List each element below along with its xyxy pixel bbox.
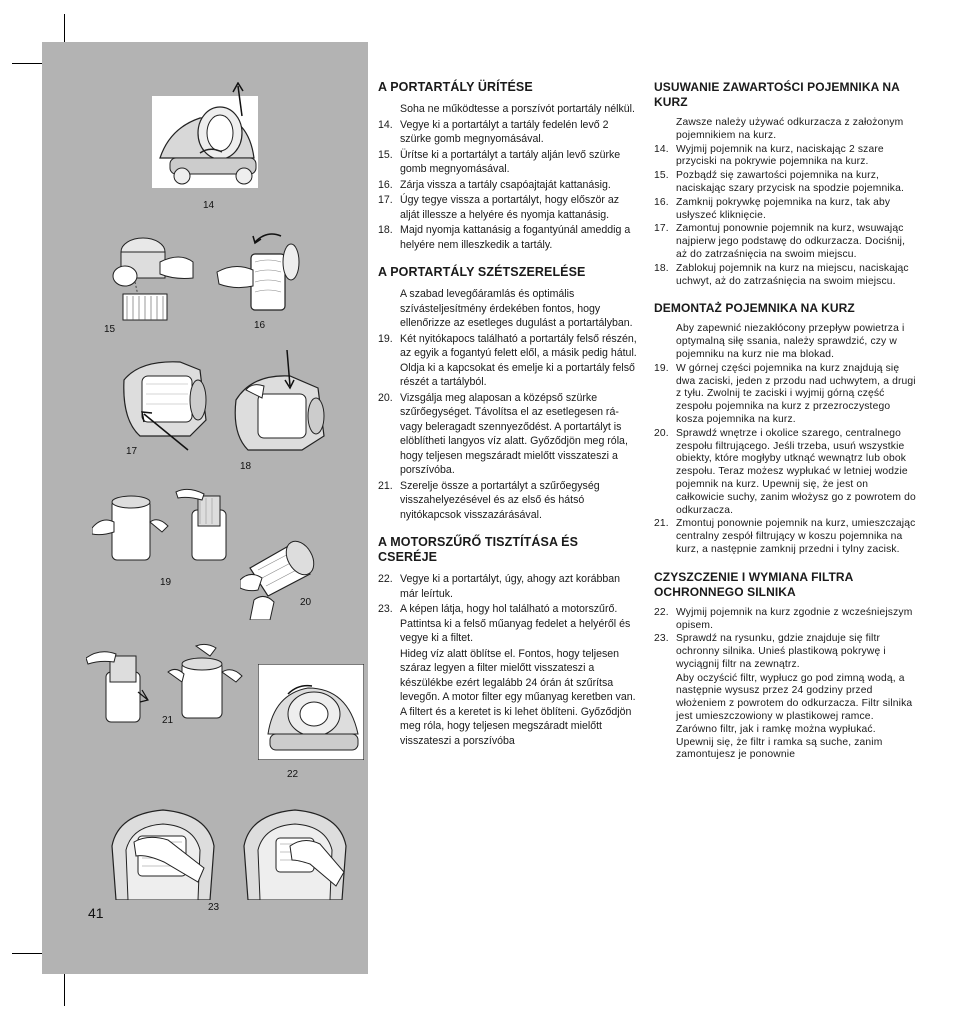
step-item — [378, 332, 640, 390]
hungarian-column — [378, 80, 640, 761]
section-title: A PORTARTÁLY ÜRÍTÉSE — [378, 80, 533, 94]
illustration-15-empty-container — [105, 222, 195, 322]
step-text: Ürítse ki a portartályt a tartály alján levő szürke gomb megnyomásával. — [400, 148, 621, 175]
page-number: 41 — [88, 905, 104, 921]
step-item — [654, 428, 916, 518]
arrow-diagonal-icon — [140, 410, 190, 457]
section-intro: Zawsze należy używać odkurzacza z założonym pojemnikiem na kurz. — [676, 117, 904, 141]
step-item — [654, 363, 916, 427]
step-number: 20. — [378, 391, 393, 404]
illustration-16-close-lid — [215, 222, 305, 317]
step-text: Zamknij pokrywkę pojemnika na kurz, tak aby usłyszeć kliknięcie. — [676, 196, 891, 221]
step-number: 18. — [654, 262, 669, 274]
step-number: 23. — [378, 603, 393, 615]
step-list — [378, 118, 640, 253]
section-title: A PORTARTÁLY SZÉTSZERELÉSE — [378, 265, 586, 279]
step-number: 17. — [654, 223, 669, 235]
section — [378, 535, 640, 748]
figure-number-20: 20 — [300, 597, 312, 608]
step-item — [378, 148, 640, 177]
section-title: A MOTORSZŰRŐ TISZTÍTÁSA ÉS CSERÉJE — [378, 535, 579, 564]
step-number: 20. — [654, 427, 669, 439]
step-number: 22. — [378, 573, 393, 585]
step-number: 18. — [378, 224, 393, 236]
figure-number-23: 23 — [208, 902, 220, 913]
section — [654, 80, 916, 288]
step-text: Szerelje össze a portartályt a szűrőegység visszahelyezésével és az első és hátsó nyitókapcsok visszazárásával. — [400, 479, 600, 521]
illustration-23-remove-motor-filter-b — [240, 806, 350, 900]
step-item — [654, 263, 916, 289]
step-text-continued: Hideg víz alatt öblítse el. Fontos, hogy teljesen száraz legyen a filter mielőtt visszateszi a készülékbe ezért legalább 24 órán át szűrítsa levegőn. A motor filter egy műanyag keretben van. A filtert és a keretet is ki lehet öblíteni. Győződjön meg róla, hogy teljesen megszáradt mielőtt visszateszi a porszívóba — [400, 647, 636, 747]
step-number: 21. — [654, 518, 669, 530]
step-list — [654, 363, 916, 557]
step-number: 19. — [378, 332, 393, 345]
step-item — [378, 479, 640, 523]
step-list — [654, 144, 916, 289]
step-item — [378, 391, 640, 478]
step-text: Sprawdź wnętrze i okolice szarego, centralnego zespołu filtrującego. Jeśli trzeba, usuń wszystkie obiekty, które mogłyby utknąć wewnątrz lub obok zespołu. Teraz możesz wypłukać w letniej wodzie pojemnik na kurz. Upewnij się, że jest on całkowicie suchy, zanim włożysz go z powrotem do odkurzacza. — [676, 427, 916, 516]
step-text: Zmontuj ponownie pojemnik na kurz, umieszczając centralny zespół filtrujący w koszu pojemnika na kurz, a następnie zamknij przedni i tylny zacisk. — [676, 518, 916, 555]
step-text: Sprawdź na rysunku, gdzie znajduje się filtr ochronny silnika. Unieś plastikową pokrywę i wyciągnij filtr na zewnątrz. — [676, 633, 886, 670]
step-text: Két nyitókapocs található a portartály felső részén, az egyik a fogantyú felett elől, a másik pedig hátul. Oldja ki a kapcsokat és emelje ki a portartály felső részét a tartályból. — [400, 332, 637, 388]
step-item — [378, 572, 640, 601]
step-number: 23. — [654, 633, 669, 645]
step-text: Vegye ki a portartályt a tartály fedelén levő 2 szürke gomb megnyomásával. — [400, 118, 609, 145]
step-item — [654, 518, 916, 556]
step-item — [378, 178, 640, 193]
step-item — [654, 197, 916, 223]
section-title: CZYSZCZENIE I WYMIANA FILTRA OCHRONNEGO SILNIKA — [654, 569, 854, 599]
step-text-continued: Aby oczyścić filtr, wypłucz go pod zimną wodą, a następnie wysusz przez 24 godziny przed włożeniem z powrotem do odkurzacza. Filtr silnika jest umieszczowiony w plastikowej ramce. Zarówno filtr, jak i ramkę można wypłukać. Upewnij się, że filtr i ramka są suche, zanim zamontujesz je ponownie — [676, 672, 913, 761]
figure-number-14: 14 — [203, 200, 215, 211]
illustration-19-open-clips — [92, 486, 242, 570]
step-text: Vegye ki a portartályt, úgy, ahogy azt korábban már leírtuk. — [400, 573, 621, 600]
step-text: Zablokuj pojemnik na kurz na miejscu, naciskając uchwyt, aż do zatrzaśnięcia na swoim miejscu. — [676, 262, 909, 287]
step-number: 19. — [654, 362, 669, 374]
step-number: 16. — [378, 178, 393, 191]
step-number: 15. — [654, 170, 669, 182]
section-title: USUWANIE ZAWARTOŚCI POJEMNIKA NA KURZ — [654, 80, 900, 109]
step-item — [654, 170, 916, 196]
illustration-22-motor-filter-location — [258, 664, 364, 760]
step-number: 14. — [378, 118, 393, 131]
step-text: Wyjmij pojemnik na kurz, naciskając 2 szare przyciski na pokrywie pojemnika na kurz. — [676, 143, 884, 168]
step-text: Úgy tegye vissza a portartályt, hogy először az alját illessze a helyére és nyomja kattanásig. — [400, 194, 620, 221]
step-item — [654, 223, 916, 261]
step-item — [378, 193, 640, 222]
section-title: DEMONTAŻ POJEMNIKA NA KURZ — [654, 301, 855, 316]
figure-number-19: 19 — [160, 577, 172, 588]
figure-number-21: 21 — [162, 715, 174, 726]
step-number: 15. — [378, 148, 393, 161]
step-text: Zamontuj ponownie pojemnik na kurz, wsuwając najpierw jego podstawę do odkurzacza. Dociśnij, aż do zatrzaśnięcia na swoim miejscu. — [676, 223, 906, 260]
step-item — [654, 607, 916, 633]
step-text: Pozbądź się zawartości pojemnika na kurz, naciskając szary przycisk na spodzie pojemnika. — [676, 170, 904, 194]
step-text: Wyjmij pojemnik na kurz zgodnie z wcześniejszym opisem. — [676, 606, 913, 631]
step-number: 16. — [654, 196, 669, 208]
step-list — [378, 572, 640, 748]
step-item — [378, 118, 640, 147]
section-intro: A szabad levegőáramlás és optimális szívásteljesítmény érdekében fontos, hogy ellenőrizze az esetleges dugulást a portartályban. — [400, 288, 633, 329]
step-item — [378, 223, 640, 252]
step-item — [654, 633, 916, 762]
step-number: 17. — [378, 194, 393, 206]
polish-column — [654, 80, 916, 775]
step-text: Vizsgálja meg alaposan a középső szürke szűrőegységet. Távolítsa el az esetlegesen rá- vagy beleragadt szennyeződést. A portartályt is elöblítheti langyos víz alatt. Győződjön meg róla, hogy teljesen megszáradt mielőtt visszateszi a porszívóba. — [400, 391, 628, 476]
arrow-up-icon — [232, 82, 248, 123]
step-item — [654, 144, 916, 170]
step-text: Zárja vissza a tartály csapóajtaját kattanásig. — [400, 178, 611, 191]
figure-number-17: 17 — [126, 446, 138, 457]
step-text: Majd nyomja kattanásig a fogantyúnál ameddig a helyére nem illeszkedik a tartály. — [400, 224, 631, 251]
figure-number-15: 15 — [104, 324, 116, 335]
illustration-18-lock-handle — [232, 360, 328, 452]
section-intro: Aby zapewnić niezakłócony przepływ powietrza i optymalną siłę ssania, należy sprawdzić, czy w pojemniku na kurz nie ma blokad. — [676, 323, 905, 360]
figure-number-16: 16 — [254, 320, 266, 331]
step-list — [654, 607, 916, 763]
figure-number-18: 18 — [240, 461, 252, 472]
step-list — [378, 332, 640, 523]
step-number: 14. — [654, 143, 669, 155]
step-item — [378, 602, 640, 748]
section — [654, 301, 916, 556]
illustration-23-remove-motor-filter-a — [108, 806, 218, 900]
step-text: W górnej części pojemnika na kurz znajdują się dwa zaciski, jeden z przodu nad uchwytem, a drugi z tyłu. Zwolnij te zaciski i wyjmij górną część zespołu pojemnika na kurz z przezroczystego kosza pojemnika na kurz. — [676, 362, 916, 425]
figure-number-22: 22 — [287, 769, 299, 780]
section-intro: Soha ne működtesse a porszívót portartály nélkül. — [400, 103, 635, 115]
step-text: A képen látja, hogy hol található a motorszűrő. Pattintsa ki a felső műanyag fedelet a helyéről és vegye ki a filtet. — [400, 603, 631, 644]
arrow-down-icon — [282, 348, 296, 395]
step-number: 21. — [378, 479, 393, 492]
section — [378, 80, 640, 252]
illustration-20-inspect-filter — [240, 530, 324, 620]
step-number: 22. — [654, 606, 669, 618]
section — [654, 570, 916, 763]
section — [378, 265, 640, 522]
